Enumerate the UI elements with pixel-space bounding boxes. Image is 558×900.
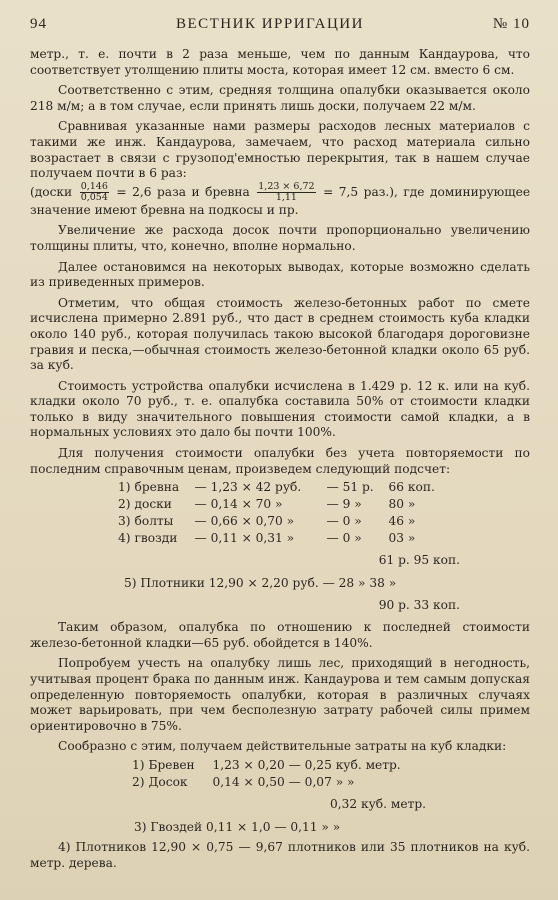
cost-calculation <box>118 479 530 547</box>
total-cost: 90 р. 33 коп. <box>378 598 460 613</box>
row-item: Бревен <box>148 758 195 772</box>
page-number: 94 <box>30 16 47 32</box>
table-row <box>118 513 439 530</box>
paragraph: Для получения стоимости опалубки без учета повторяемости по последним справочным ценам, произведем следующий подсчет: <box>30 446 530 476</box>
row-item: болты <box>134 514 174 529</box>
paragraph: Соответственно с этим, средняя толщина опалубки оказывается около 218 м/м; а в том случае, если принять лишь доски, получаем 22 м/м. <box>30 83 530 113</box>
row-rub: — 9 » <box>326 497 362 512</box>
fraction-logs <box>257 182 315 203</box>
table-row <box>118 496 439 513</box>
paragraph: Увеличение же расхода досок почти пропорционально увеличению толщины плиты, что, конечно, вполне нормально. <box>30 223 530 253</box>
row-number: 2) <box>118 497 131 512</box>
row-kop: 46 » <box>388 514 416 529</box>
row-calc: — 0,11 × 0,31 » <box>194 531 295 546</box>
table-row <box>118 530 439 547</box>
row-calc: 1,23 × 0,20 — 0,25 куб. метр. <box>212 758 401 772</box>
formula-text: = 7,5 раз.), где доминирующее значение имеют бревна на подкосы и пр. <box>30 184 531 217</box>
row-rub: — 51 р. <box>326 480 374 495</box>
paragraph: Стоимость устройства опалубки исчислена в 1.429 р. 12 к. или на куб. кладки около 70 руб., т. е. опалубка составила 50% от стоимости кладки только в виду значительного повышения стоимости самой кладки, а в нормальных условиях это дало бы почти 100%. <box>30 378 530 440</box>
fraction-denominator: 0,054 <box>80 191 108 203</box>
formula-paragraph <box>30 182 530 219</box>
table-row <box>118 479 439 496</box>
row-item: бревна <box>134 480 180 495</box>
row-number: 2) <box>132 775 145 789</box>
row-kop: 66 коп. <box>388 480 435 495</box>
row-calc: — 0,14 × 70 » <box>194 497 283 512</box>
row-item: доски <box>134 497 172 512</box>
row-number: 4) <box>118 531 131 546</box>
subtotal-cost: 61 р. 95 коп. <box>378 553 460 568</box>
row-rub: — 0 » <box>326 514 362 529</box>
formula-text: = 2,6 раза и бревна <box>116 184 250 199</box>
fraction-numerator: 1,23 × 6,72 <box>258 180 315 192</box>
paragraph: Сравнивая указанные нами размеры расходов лесных материалов с такими же инж. Кандаурова, замечаем, что расход материала сильно возрастает в связи с грузопод'емностью перекрытия, так в нашем случае получаем почти в 6 раз: <box>30 119 530 181</box>
fraction-boards <box>80 182 109 203</box>
formula-text: (доски <box>30 184 73 199</box>
row-calc: — 0,66 × 0,70 » <box>194 514 295 529</box>
journal-title: ВЕСТНИК ИРРИГАЦИИ <box>175 16 364 32</box>
nails-row: 3) Гвоздей 0,11 × 1,0 — 0,11 » » <box>134 820 341 834</box>
issue-number: № 10 <box>492 16 530 32</box>
row-number: 3) <box>118 514 131 529</box>
paragraph: Отметим, что общая стоимость железо-бетонных работ по смете исчислена примерно 2.891 руб., что даст в среднем стоимость куба кладки около 140 руб., которая получилась такою высокой благодаря дороговизне гравия и песка,—обычная стоимость железо-бетонной кладки около 65 руб. за куб. <box>30 295 530 373</box>
row-item: Досок <box>148 775 188 789</box>
paragraph: Далее остановимся на некоторых выводах, которые возможно сделать из приведенных примеров. <box>30 259 530 290</box>
row-rub: — 0 » <box>326 531 362 546</box>
real-cost-calculation <box>132 757 530 791</box>
row-number: 1) <box>132 758 145 772</box>
carpenters-row: 5) Плотники 12,90 × 2,20 руб. — 28 » 38 » <box>124 576 397 591</box>
paragraph: 4) Плотников 12,90 × 0,75 — 9,67 плотников или 35 плотников на куб. метр. дерева. <box>30 840 530 870</box>
row-kop: 03 » <box>388 531 416 546</box>
fraction-numerator: 0,146 <box>80 180 108 192</box>
fraction-denominator: 1,11 <box>275 191 297 203</box>
row-kop: 80 » <box>388 497 416 512</box>
paragraph: Таким образом, опалубка по отношению к последней стоимости железо-бетонной кладки—65 руб. обойдется в 140%. <box>30 620 530 650</box>
paragraph: Сообразно с этим, получаем действительные затраты на куб кладки: <box>58 739 507 754</box>
row-calc: — 1,23 × 42 руб. <box>194 480 302 495</box>
table-row <box>132 774 405 791</box>
paragraph: метр., т. е. почти в 2 раза меньше, чем по данным Кандаурова, что соответствует утолщению плиты моста, которая имеет 12 см. вместо 6 см. <box>30 47 530 77</box>
row-item: гвозди <box>134 531 178 546</box>
table-row <box>132 757 405 774</box>
row-number: 1) <box>118 480 131 495</box>
paragraph: Попробуем учесть на опалубку лишь лес, приходящий в негодность, учитывая процент брака по данным инж. Кандаурова и тем самым допуская определенную повторяемость опалубки, которая в различных случаях может варьировать, при чем бесполезную затрату рабочей силы примем ориентировочно в 75%. <box>30 656 530 733</box>
article-body-continued <box>30 620 530 755</box>
real-cost-table <box>132 757 405 791</box>
cost-table <box>118 479 439 547</box>
row-calc: 0,14 × 0,50 — 0,07 » » <box>212 775 355 789</box>
page-header <box>30 16 530 33</box>
subtotal-volume: 0,32 куб. метр. <box>330 797 426 811</box>
article-body <box>30 47 530 477</box>
